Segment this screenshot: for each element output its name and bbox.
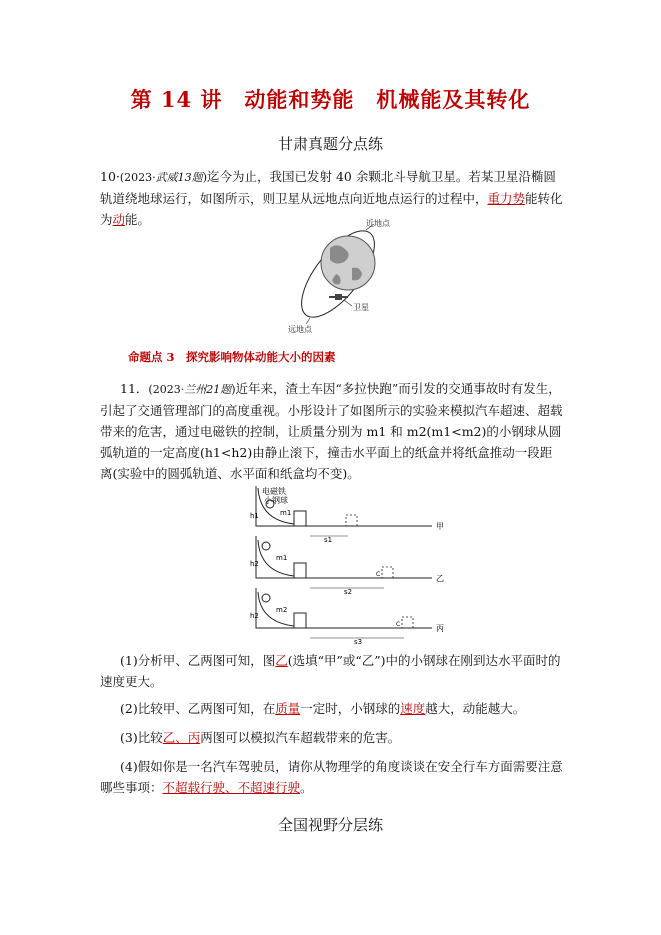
q11-p1-text-a: (1)分析甲、乙两图可知，图 xyxy=(120,653,276,668)
q10-text-2: 能转化为 xyxy=(100,191,563,227)
experiment-figure xyxy=(250,484,450,644)
label-m1-jia: m1 xyxy=(280,509,292,517)
lesson-title: 第 14 讲 动能和势能 机械能及其转化 xyxy=(130,87,531,112)
q11-p2-answer-1: 质量 xyxy=(275,701,301,716)
q11-p3-text-b: 两图可以模拟汽车超载带来的危害。 xyxy=(200,730,401,745)
label-yi: 乙 xyxy=(436,574,444,583)
q10-answer-1: 重力势 xyxy=(487,191,526,206)
q11-part-4 xyxy=(100,756,564,798)
q11-p2-text-c: 越大，动能越大。 xyxy=(425,701,526,716)
label-h2-bing: h2 xyxy=(250,612,259,620)
q11-source-close: ) xyxy=(231,383,236,396)
label-far-point: 远地点 xyxy=(288,325,312,334)
label-s3: s3 xyxy=(354,638,363,644)
q11-p4-text-a: (4)假如你是一名汽车驾驶员，请你从物理学的角度谈谈在安全行车方面需要注意哪些事项： xyxy=(100,759,563,795)
q11-number: 11 xyxy=(120,381,136,396)
q10-source-close: ) xyxy=(202,171,207,184)
q10-number: 10 xyxy=(100,169,116,184)
q11-p2-answer-2: 速度 xyxy=(400,701,426,716)
label-jia: 甲 xyxy=(436,522,444,531)
label-satellite: 卫星 xyxy=(353,303,369,312)
figure-yi xyxy=(256,536,432,588)
q10-answer-2: 动 xyxy=(112,212,126,227)
question-10: 10·(2023·武威13题)迄今为止，我国已发射 40 余颗北斗导航卫星。若某卫星沿椭圆轨道绕地球运行，如图所示，则卫星从远地点向近地点运行的过程中，重力势能转化为动能。 xyxy=(100,169,563,227)
q11-part-3 xyxy=(100,727,564,748)
label-s1: s1 xyxy=(324,536,333,544)
q11-p4-answer: 不超载行驶、不超速行驶 xyxy=(162,780,301,795)
q11-part-1 xyxy=(100,650,564,692)
label-bing: 丙 xyxy=(436,624,444,633)
q11-stem: 近年来，渣土车因“多拉快跑”而引发的交通事故时有发生，引起了交通管理部门的高度重视。小彤设计了如图所示的实验来模拟汽车超速、超载带来的危害，通过电磁铁的控制，让质量分别为 m1 和 m2(m1<m2)的小钢球从圆弧轨道的一定高度(h1<h2)由静止滚下，撞击水平面上的纸盒并将纸盒推动一段距离(实验中的圆弧轨道、水平面和纸盒均不变)。 xyxy=(100,381,563,481)
q11-p3-text-a: (3)比较 xyxy=(120,730,163,745)
label-h2-yi: h2 xyxy=(250,560,259,568)
q10-text-3: 能。 xyxy=(125,212,151,227)
question-11: 11．(2023·兰州21题)近年来，渣土车因“多拉快跑”而引发的交通事故时有发生，引起了交通管理部门的高度重视。小彤设计了如图所示的实验来模拟汽车超速、超载带来的危害，通过电磁铁的控制，让质量分别为 m1 和 m2(m1<m2)的小钢球从圆弧轨道的一定高度(h1<h2)由静止滚下，撞击水平面上的纸盒并将纸盒推动一段距离(实验中的圆弧轨道、水平面和纸盒均不变)。 xyxy=(100,381,563,481)
q11-source-place: 兰州21题 xyxy=(184,383,232,396)
satellite-orbit-figure xyxy=(280,218,410,336)
label-c-yi: C xyxy=(376,571,381,578)
label-ball: 小钢球 xyxy=(264,496,288,505)
q11-p2-text-a: (2)比较甲、乙两图可知，在 xyxy=(120,701,276,716)
q10-text-1: 迄今为止，我国已发射 40 余颗北斗导航卫星。若某卫星沿椭圆轨道绕地球运行，如图所示，则卫星从远地点向近地点运行的过程中， xyxy=(100,169,556,206)
q11-p2-text-b: 一定时，小钢球的 xyxy=(300,701,401,716)
topic-heading-3: 命题点 3 探究影响物体动能大小的因素 xyxy=(128,350,336,364)
label-c-bing: C xyxy=(396,621,401,628)
section-heading-gansu: 甘肃真题分点练 xyxy=(277,135,383,153)
q11-source-year: (2023· xyxy=(148,383,185,396)
q11-p1-answer: 乙 xyxy=(275,653,288,668)
q11-p1-text-b: (选填“甲”或“乙”)中的小钢球在刚到达水平面时的速度更大。 xyxy=(100,653,561,689)
label-near-point: 近地点 xyxy=(366,219,390,228)
label-s2: s2 xyxy=(344,588,353,596)
section-heading-national: 全国视野分层练 xyxy=(277,816,383,834)
label-m1-yi: m1 xyxy=(276,554,288,562)
q11-p3-answer: 乙、丙 xyxy=(162,730,201,745)
q11-part-2 xyxy=(100,698,564,719)
earth-circle xyxy=(321,236,375,290)
q11-p4-text-b: 。 xyxy=(300,780,313,795)
label-m2: m2 xyxy=(276,606,288,614)
far-leader xyxy=(306,318,310,324)
label-h1: h1 xyxy=(250,512,259,520)
q10-source-year: (2023· xyxy=(119,171,156,184)
label-magnet: 电磁铁 xyxy=(262,487,286,496)
q10-source-place: 武威13题 xyxy=(155,171,203,184)
satellite-leader xyxy=(344,300,352,306)
